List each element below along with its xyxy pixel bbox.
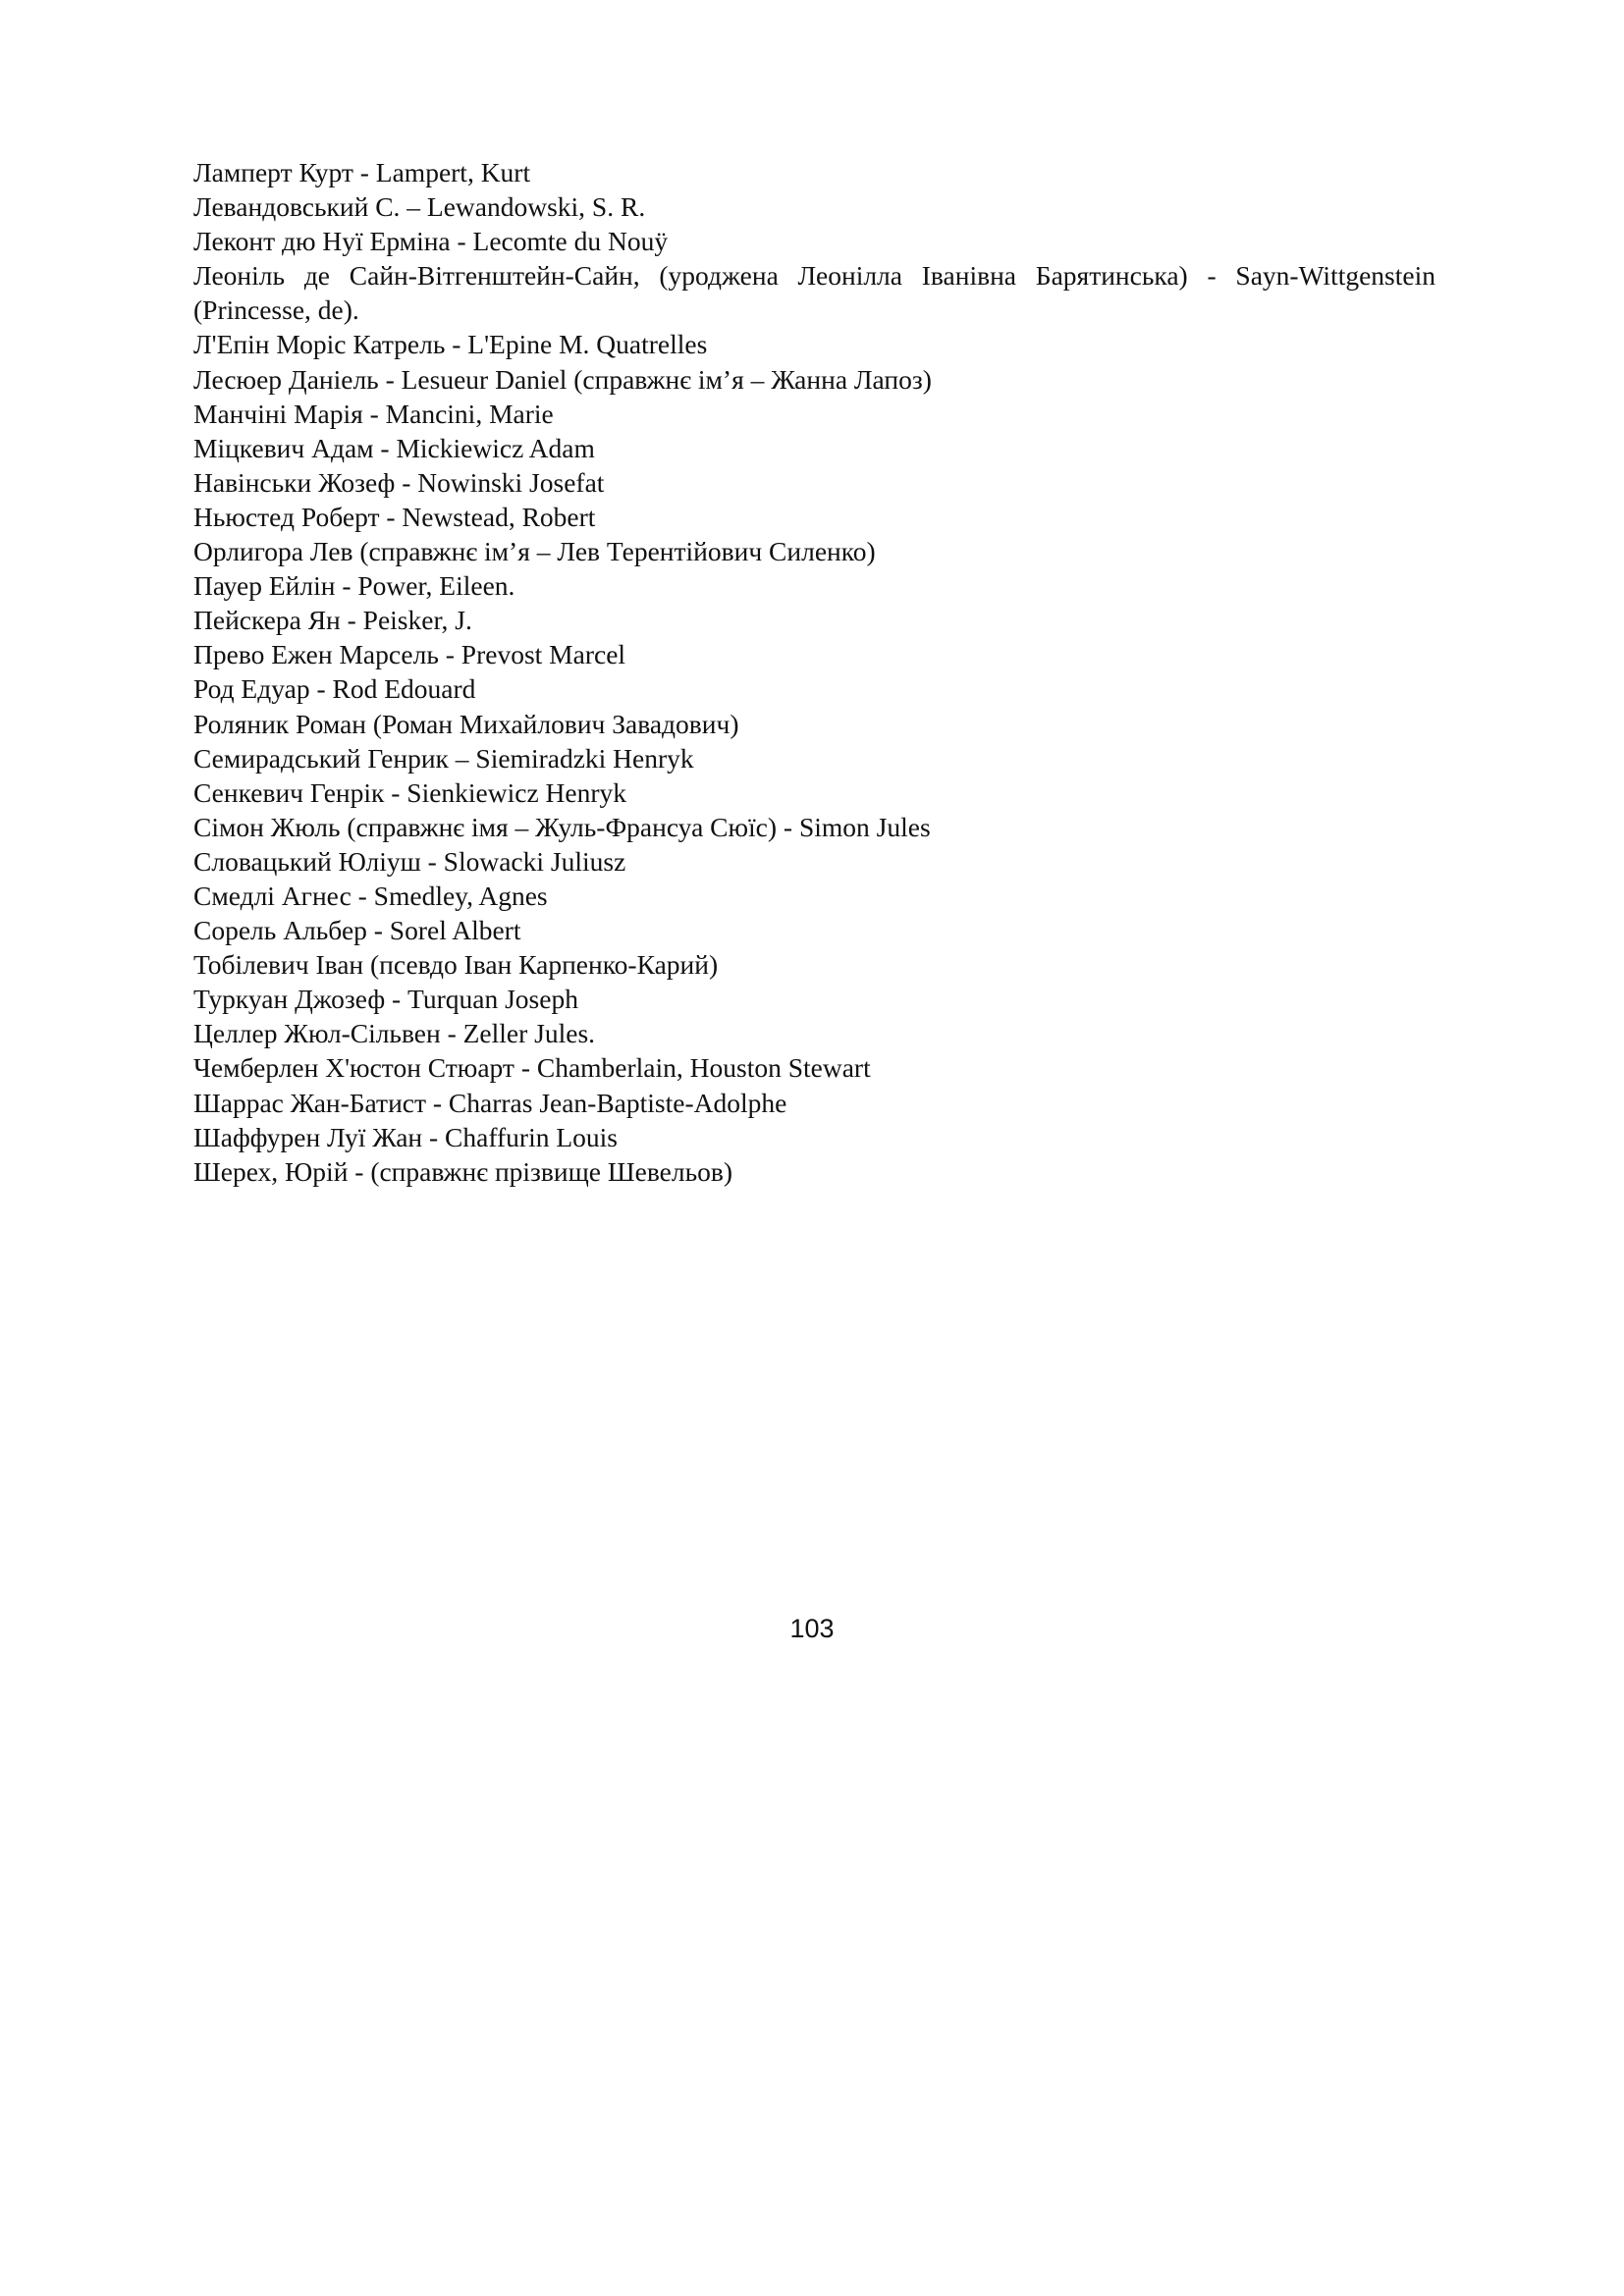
index-entry: Род Едуар - Rod Edouard bbox=[193, 673, 476, 705]
index-entry: Прево Ежен Марсель - Prevost Marcel bbox=[193, 639, 626, 670]
page-number: 103 bbox=[789, 1614, 835, 1643]
index-entry: Сорель Альбер - Sorel Albert bbox=[193, 915, 521, 946]
index-entry: Лесюер Даніель - Lesueur Daniel (справжнє ім’я – Жанна Лапоз) bbox=[193, 363, 932, 395]
index-entry: Сенкевич Генрік - Sienkiewicz Henryk bbox=[193, 776, 627, 808]
index-entry: Ньюстед Роберт - Newstead, Robert bbox=[193, 501, 596, 532]
index-entry: Пауер Ейлін - Power, Eileen. bbox=[193, 570, 515, 602]
index-entry: Тобілевич Іван (псевдо Іван Карпенко-Карий) bbox=[193, 949, 719, 981]
index-entry: Смедлі Агнес - Smedley, Agnes bbox=[193, 880, 548, 911]
index-entry: Ламперт Курт - Lampert, Kurt bbox=[193, 157, 531, 187]
index-entry: Чемберлен Х'юстон Стюарт - Chamberlain, Houston Stewart bbox=[193, 1052, 871, 1084]
index-entry: Пейскера Ян - Peisker, J. bbox=[193, 605, 472, 636]
index-entry: Манчіні Марія - Mancini, Marie bbox=[193, 398, 554, 429]
index-entry: Леконт дю Нуї Ерміна - Lecomte du Nouÿ bbox=[193, 226, 669, 257]
index-entry: Шаррас Жан-Батист - Charras Jean-Baptiste-Adolphe bbox=[193, 1087, 787, 1118]
index-entry: Навінськи Жозеф - Nowinski Josefat bbox=[193, 466, 605, 498]
index-entry: Леоніль де Сайн-Вітгенштейн-Сайн, (уроджена Леонілла Іванівна Барятинська) - Sayn-Wittgenstein (Princesse, de). bbox=[193, 260, 1435, 326]
name-index-list bbox=[193, 155, 1435, 1189]
index-entry: Целлер Жюл-Сільвен - Zeller Jules. bbox=[193, 1018, 596, 1049]
index-entry: Сімон Жюль (справжнє імя – Жуль-Франсуа Сюїс) - Simon Jules bbox=[193, 811, 931, 842]
index-entry: Л'Епін Моріс Катрель - L'Epine M. Quatrelles bbox=[193, 329, 708, 360]
index-entry: Туркуан Джозеф - Turquan Joseph bbox=[193, 984, 578, 1015]
index-entry: Шерех, Юрій - (справжнє прізвище Шевельов) bbox=[193, 1155, 733, 1187]
index-entry: Міцкевич Адам - Mickiewicz Adam bbox=[193, 432, 595, 463]
index-entry: Роляник Роман (Роман Михайлович Завадович) bbox=[193, 708, 739, 739]
index-entry: Шаффурен Луї Жан - Chaffurin Louis bbox=[193, 1121, 618, 1152]
index-entry: Словацький Юліуш - Slowacki Juliusz bbox=[193, 845, 626, 877]
index-entry: Орлигора Лев (справжнє ім’я – Лев Терентійович Силенко) bbox=[193, 536, 876, 567]
index-entry: Семирадський Генрик – Siemiradzki Henryk bbox=[193, 742, 694, 774]
index-entry: Левандовський С. – Lewandowski, S. R. bbox=[193, 191, 646, 223]
